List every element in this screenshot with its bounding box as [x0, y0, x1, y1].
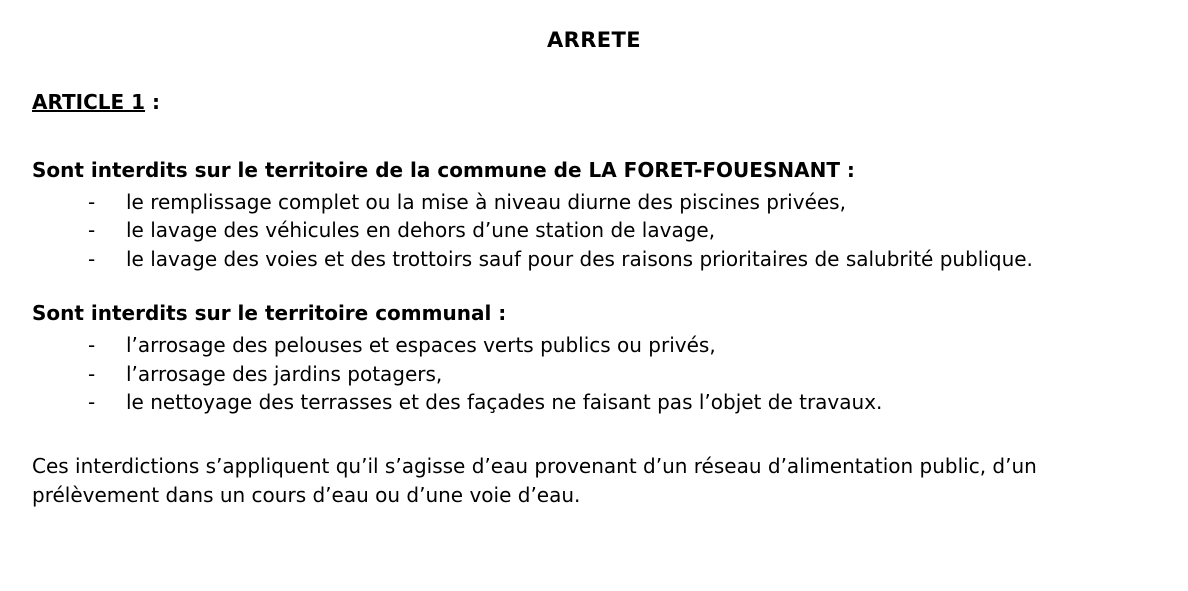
list-item-text: le lavage des voies et des trottoirs sauf pour des raisons prioritaires de salubrité publique. [126, 246, 1033, 271]
section-lead: Sont interdits sur le territoire de la commune de LA FORET-FOUESNANT : [32, 158, 855, 182]
list-item [32, 388, 1156, 416]
prohibition-list-commune [32, 188, 1156, 273]
section-commune [32, 158, 1156, 273]
list-item [32, 360, 1156, 388]
list-item-text: le nettoyage des terrasses et des façades ne faisant pas l’objet de travaux. [126, 389, 883, 414]
dash-bullet-icon: - [88, 218, 96, 243]
list-item [32, 188, 1156, 216]
list-item [32, 331, 1156, 359]
dash-bullet-icon: - [88, 246, 96, 271]
page-title: ARRETE [546, 28, 641, 52]
dash-bullet-icon: - [88, 190, 96, 214]
article-label: ARTICLE 1 [32, 90, 146, 114]
list-item-text: le lavage des véhicules en dehors d’une station de lavage, [126, 218, 716, 243]
list-item [32, 216, 1156, 244]
closing-paragraph: Ces interdictions s’appliquent qu’il s’agisse d’eau provenant d’un réseau d’alimentation public, d’un prélèvement dans un cours d’eau ou d’une voie d’eau. [32, 454, 1037, 508]
dash-bullet-icon: - [88, 361, 96, 386]
list-item-text: l’arrosage des pelouses et espaces verts publics ou privés, [126, 333, 716, 358]
dash-bullet-icon: - [88, 333, 96, 358]
list-item [32, 245, 1156, 273]
list-item-text: le remplissage complet ou la mise à niveau diurne des piscines privées, [126, 190, 846, 214]
article-heading [32, 90, 1156, 114]
section-communal [32, 301, 1156, 416]
list-item-text: l’arrosage des jardins potagers, [126, 361, 443, 386]
article-label-suffix: : [145, 90, 160, 114]
prohibition-list-communal [32, 331, 1156, 416]
dash-bullet-icon: - [88, 389, 96, 414]
section-lead: Sont interdits sur le territoire communal : [32, 301, 507, 326]
